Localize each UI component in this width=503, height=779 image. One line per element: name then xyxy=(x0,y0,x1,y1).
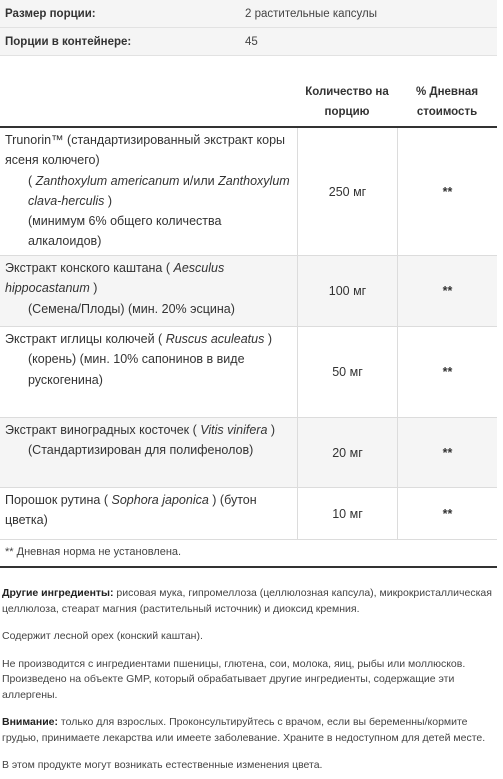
ingredient-daily-value: ** xyxy=(397,418,497,487)
other-ingredients-label: Другие ингредиенты: xyxy=(2,587,114,599)
table-row xyxy=(0,418,497,488)
table-row xyxy=(0,488,497,540)
ingredient-amount: 20 мг xyxy=(297,418,397,487)
ingredient-daily-value: ** xyxy=(397,327,497,417)
ingredient-name: Экстракт иглицы колючей ( Ruscus aculeatus ) (корень) (мин. 10% сапонинов в виде рускогенина) xyxy=(5,332,272,387)
ingredient-name: Порошок рутина ( Sophora japonica ) (бутон цветка) xyxy=(5,493,257,528)
servings-per-container-row xyxy=(0,28,497,56)
daily-value-footnote: ** Дневная норма не установлена. xyxy=(0,540,497,568)
facility-note: Не производится с ингредиентами пшеницы, глютена, сои, молока, яиц, рыбы или моллюсков. Произведено на объекте GMP, который обрабатывает другие ингредиенты, содержащие эти аллергены. xyxy=(2,657,466,701)
ingredient-daily-value: ** xyxy=(397,128,497,255)
table-row xyxy=(0,128,497,256)
warning-text: только для взрослых. Проконсультируйтесь с врачом, если вы беременны/кормите грудью, принимаете лекарства или имеете заболевание. Храните в недоступном для детей месте. xyxy=(2,716,486,744)
ingredient-amount: 250 мг xyxy=(297,128,397,255)
ingredient-daily-value: ** xyxy=(397,256,497,326)
other-ingredients-text: рисовая мука, гипромеллоза (целлюлозная капсула), микрокристаллическая целлюлоза, стеарат магния (растительный источник) и диоксид кремния. xyxy=(2,587,492,615)
table-row xyxy=(0,256,497,327)
servings-per-container-label: Порции в контейнере: xyxy=(5,35,132,48)
ingredient-daily-value: ** xyxy=(397,488,497,539)
color-note: В этом продукте могут возникать естественные изменения цвета. xyxy=(2,759,323,771)
warning-note xyxy=(0,715,497,746)
table-row xyxy=(0,327,497,418)
table-header xyxy=(0,72,497,128)
amount-per-serving-header: Количество на порцию xyxy=(305,86,389,118)
ingredient-name: Trunorin™ (стандартизированный экстракт коры ясеня колючего) ( Zanthoxylum americanum и/или Zanthoxylum clava-herculis ) (минимум 6% общего количества алкалоидов) xyxy=(5,133,290,249)
allergen-note: Содержит лесной орех (конский каштан). xyxy=(2,630,203,642)
product-notes xyxy=(0,586,497,774)
ingredient-amount: 50 мг xyxy=(297,327,397,417)
supplement-facts-table xyxy=(0,72,497,128)
serving-size-value: 2 растительные капсулы xyxy=(245,7,378,20)
ingredient-amount: 10 мг xyxy=(297,488,397,539)
serving-size-row xyxy=(0,0,497,28)
warning-label: Внимание: xyxy=(2,716,58,728)
ingredient-name: Экстракт виноградных косточек ( Vitis vinifera ) (Стандартизирован для полифенолов) xyxy=(5,423,276,458)
ingredient-name: Экстракт конского каштана ( Aesculus hippocastanum ) (Семена/Плоды) (мин. 20% эсцина) xyxy=(5,261,235,316)
serving-info xyxy=(0,0,497,56)
daily-value-header: % Дневная стоимость xyxy=(415,86,479,118)
ingredient-amount: 100 мг xyxy=(297,256,397,326)
other-ingredients xyxy=(0,586,497,617)
serving-size-label: Размер порции: xyxy=(5,7,96,20)
servings-per-container-value: 45 xyxy=(245,35,258,48)
